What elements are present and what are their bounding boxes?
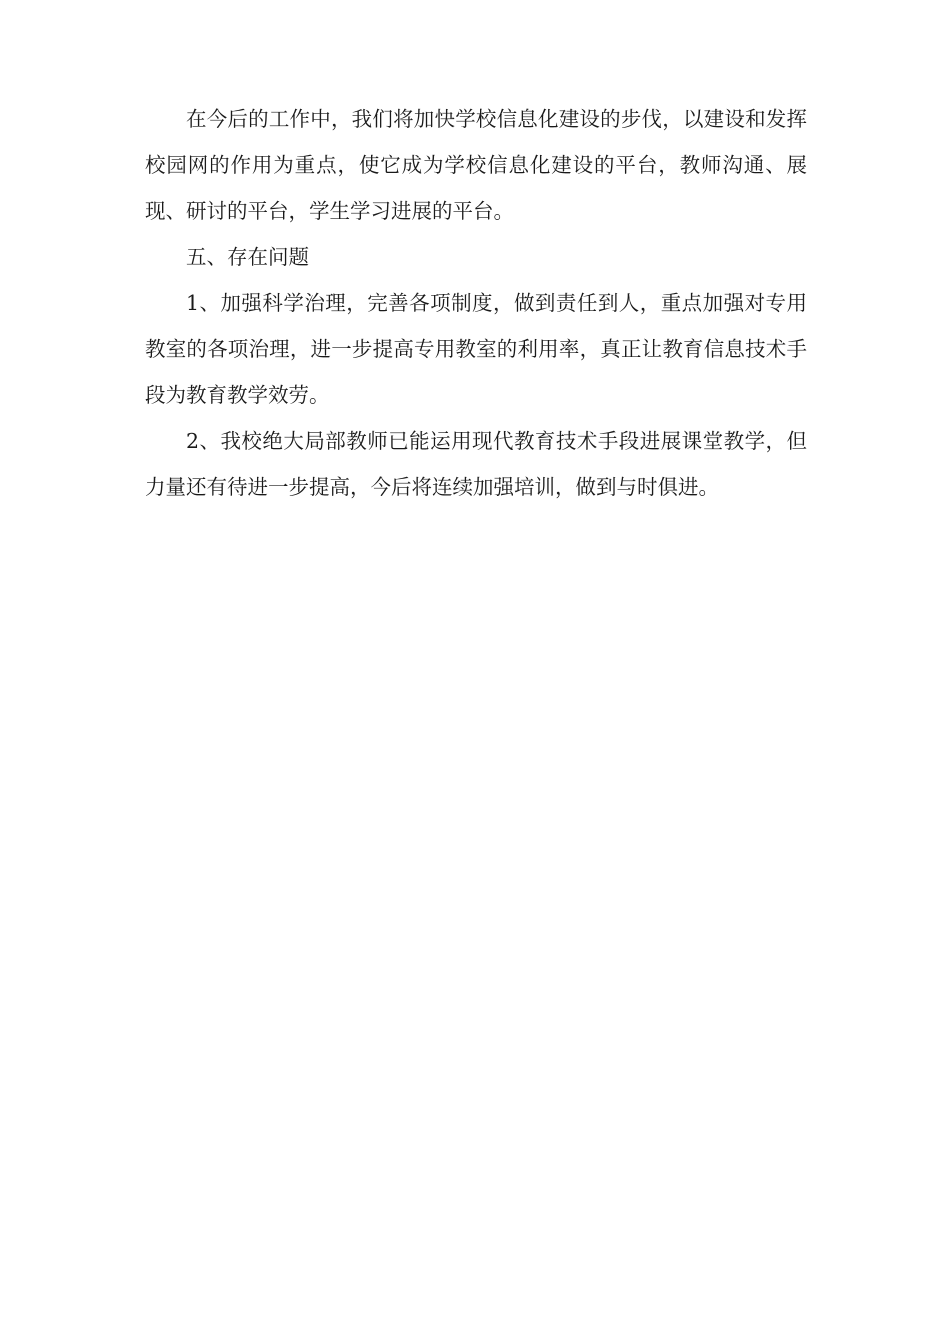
paragraph-problem-2: 2、我校绝大局部教师已能运用现代教育技术手段进展课堂教学，但力量还有待进一步提高，今后将连续加强培训，做到与时俱进。 <box>145 429 807 499</box>
paragraph-future-work: 在今后的工作中，我们将加快学校信息化建设的步伐，以建设和发挥校园网的作用为重点，使它成为学校信息化建设的平台，教师沟通、展现、研讨的平台，学生学习进展的平台。 <box>145 107 807 223</box>
document-body <box>145 96 807 510</box>
paragraph-problem-1: 1、加强科学治理，完善各项制度，做到责任到人，重点加强对专用教室的各项治理，进一步提高专用教室的利用率，真正让教育信息技术手段为教育教学效劳。 <box>145 291 807 407</box>
section-heading-existing-problems: 五、存在问题 <box>186 245 309 269</box>
